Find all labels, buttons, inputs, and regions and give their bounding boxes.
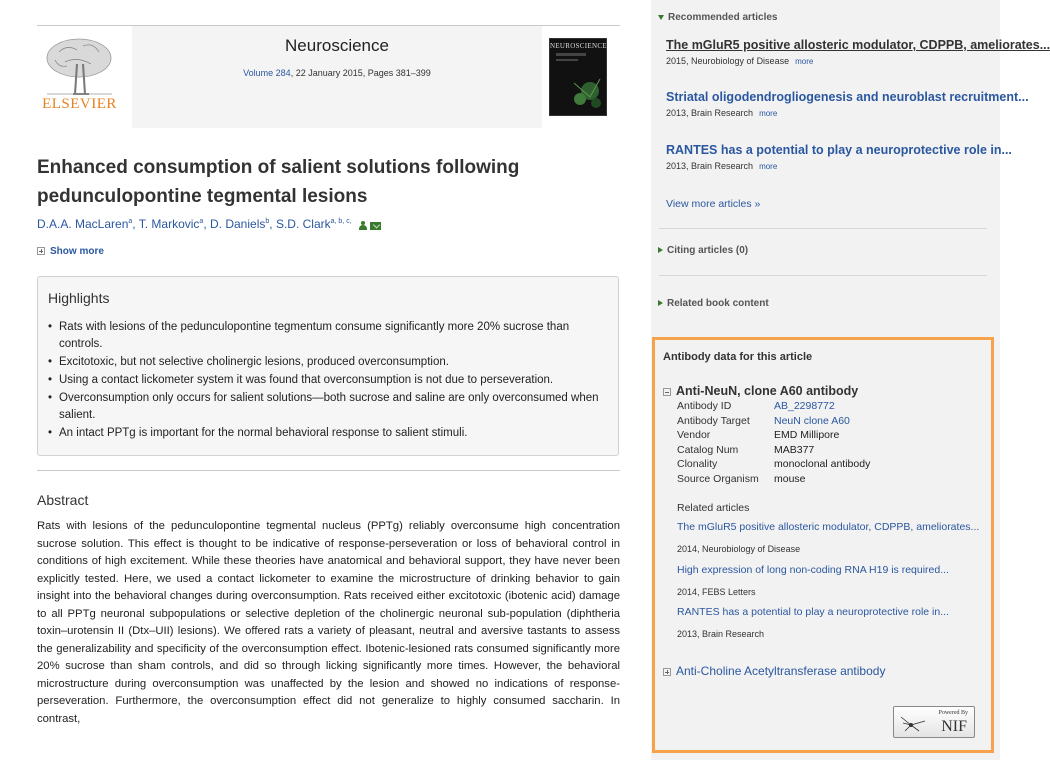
show-more-toggle[interactable] (37, 246, 104, 257)
sidebar (651, 0, 1050, 760)
related-article-meta: 2013, Brain Research (677, 629, 765, 639)
author-link[interactable]: D.A.A. MacLaren$^a$ (37, 217, 133, 231)
author-list: D.A.A. MacLaren$^a$, T. Markovic$^a$, D. Daniels$^b$, S.D. Clark$^{a, b, c,}$ (37, 217, 381, 232)
show-more-label: Show more (50, 246, 104, 257)
related-article[interactable] (677, 606, 977, 639)
citing-articles-header[interactable]: Citing articles (0) (658, 245, 748, 256)
antibody-property-row: Catalog Num MAB377 (677, 443, 815, 456)
highlights-box (37, 276, 619, 456)
cover-art-icon (550, 39, 608, 117)
journal-header (37, 25, 620, 127)
second-antibody-toggle[interactable]: Anti-Choline Acetyltransferase antibody (663, 664, 885, 678)
highlights-title: Highlights (48, 290, 110, 306)
list-item: • Excitotoxic, but not selective cholinergic lesions, produced overconsumption. (48, 354, 608, 371)
recommended-article-meta: 2013, Brain Research more (666, 161, 778, 171)
related-articles-heading: Related articles (677, 502, 750, 514)
antibody-id-link[interactable]: AB_2298772 (774, 400, 835, 412)
related-article[interactable] (677, 564, 977, 597)
collapse-minus-icon (663, 388, 671, 396)
antibody-property-row: Source Organism mouse (677, 472, 806, 485)
author-contact-icons (359, 218, 381, 232)
related-article-title[interactable]: The mGluR5 positive allosteric modulator, CDPPB, ameliorates... (677, 521, 980, 533)
more-link[interactable]: more (759, 109, 778, 118)
recommended-article[interactable] (666, 143, 1012, 171)
powered-by-label: Powered By (938, 710, 968, 716)
abstract-title: Abstract (37, 492, 89, 508)
antibody-property-row: Clonality monoclonal antibody (677, 458, 871, 470)
nif-logo-text: NIF (941, 718, 967, 735)
expand-plus-icon (37, 247, 45, 255)
elsevier-tree-icon (37, 34, 122, 100)
collapsed-triangle-icon (658, 300, 663, 306)
cover-title: NEUROSCIENCE (550, 42, 607, 50)
recommended-article[interactable] (666, 38, 1050, 66)
antibody-panel-title: Antibody data for this article (663, 351, 813, 363)
journal-cover-image[interactable] (549, 38, 607, 116)
related-article-meta: 2014, Neurobiology of Disease (677, 544, 801, 554)
related-article-meta: 2014, FEBS Letters (677, 587, 756, 597)
nif-badge[interactable] (893, 706, 975, 738)
author-link[interactable]: S.D. Clark$^{a, b, c,}$ (275, 217, 352, 231)
person-icon[interactable] (359, 221, 367, 230)
highlights-list (48, 319, 608, 443)
antibody-properties (677, 399, 870, 486)
expanded-triangle-icon (658, 15, 664, 20)
list-item: • Overconsumption only occurs for salient solutions—both sucrose and saline are only overconsumed when salient. (48, 390, 608, 424)
sidebar-divider (659, 228, 987, 229)
author-link[interactable]: T. Markovic$^a$ (138, 217, 204, 231)
sidebar-divider (659, 275, 987, 276)
nif-network-icon (899, 713, 927, 733)
journal-volume (132, 68, 542, 78)
more-link[interactable]: more (759, 162, 778, 171)
recommended-article[interactable] (666, 90, 1029, 118)
antibody-target-link[interactable]: NeuN clone A60 (774, 414, 850, 427)
list-item: • Rats with lesions of the pedunculopontine tegmentum consume significantly more 20% sucrose than controls. (48, 319, 608, 353)
related-book-content-header[interactable]: Related book content (658, 298, 769, 309)
recommended-article-title[interactable]: Striatal oligodendrogliogenesis and neuroblast recruitment... (666, 90, 1029, 104)
recommended-article-title[interactable]: RANTES has a potential to play a neuroprotective role in... (666, 143, 1012, 157)
journal-name[interactable]: Neuroscience (285, 36, 389, 55)
recommended-articles-header[interactable]: Recommended articles (658, 12, 778, 23)
section-divider (37, 470, 620, 471)
related-article[interactable] (677, 521, 980, 554)
collapsed-triangle-icon (658, 247, 663, 253)
volume-link[interactable]: Volume 284 (243, 68, 291, 78)
recommended-article-meta: 2013, Brain Research more (666, 108, 778, 118)
elsevier-wordmark: ELSEVIER (42, 96, 117, 112)
antibody-property-row: Antibody ID AB_2298772 (677, 400, 835, 412)
recommended-article-meta: 2015, Neurobiology of Disease more (666, 56, 814, 66)
view-more-articles-link[interactable]: View more articles » (666, 198, 761, 210)
list-item: • Using a contact lickometer system it was found that overconsumption is not due to perseveration. (48, 372, 608, 389)
author-link[interactable]: D. Daniels$^b$ (210, 217, 270, 231)
antibody-property-row: Vendor EMD Millipore (677, 429, 840, 441)
antibody-name-toggle[interactable]: Anti-NeuN, clone A60 antibody (663, 384, 858, 398)
recommended-article-title[interactable]: The mGluR5 positive allosteric modulator, CDPPB, ameliorates... (666, 38, 1050, 52)
related-article-title[interactable]: RANTES has a potential to play a neuroprotective role in... (677, 606, 949, 618)
list-item: • An intact PPTg is important for the normal behavioral response to salient stimuli. (48, 425, 608, 442)
antibody-data-panel (652, 337, 994, 753)
volume-details: , 22 January 2015, Pages 381–399 (290, 68, 431, 78)
abstract-text: Rats with lesions of the pedunculopontine tegmental nucleus (PPTg) reliably overconsume high concentration sucrose solution. This effect is thought to be indicative of response-perseveration or loss of behavioral control in conditions of high excitement. While these theories have anatomical and behavioral support, they have never been explicitly tested. Here, we used a contact lickometer to examine the microstructure of drinking behavior to gain insight into the behavioral changes during overconsumption. Rats received either excitotoxic (ibotenic acid) damage to all PPTg neuronal subpopulations or selective depletion of the cholinergic neuronal sub-population (diphtheria toxin–urotensin II (Dtx–UII) lesions). We offered rats a variety of pleasant, neutral and aversive tastants to assess the generalizability and specificity of the overconsumption effect. Ibotenic-lesioned rats consumed significantly more 20% sucrose than sham controls, and did so through licking significantly more times. However, the behavioral microstructure during overconsumption was unaffected by the lesion and showed no indications of response-perseveration. Furthermore, the overconsumption effect did not generalize to highly consumed saccharin. In contrast, (37, 520, 620, 725)
antibody-property-row: Antibody Target NeuN clone A60 (677, 414, 850, 427)
expand-plus-icon (663, 668, 671, 676)
article-title: Enhanced consumption of salient solutions following pedunculopontine tegmental lesions (37, 157, 520, 207)
more-link[interactable]: more (795, 57, 814, 66)
mail-icon[interactable] (370, 222, 381, 230)
related-article-title[interactable]: High expression of long non-coding RNA H19 is required... (677, 564, 949, 576)
